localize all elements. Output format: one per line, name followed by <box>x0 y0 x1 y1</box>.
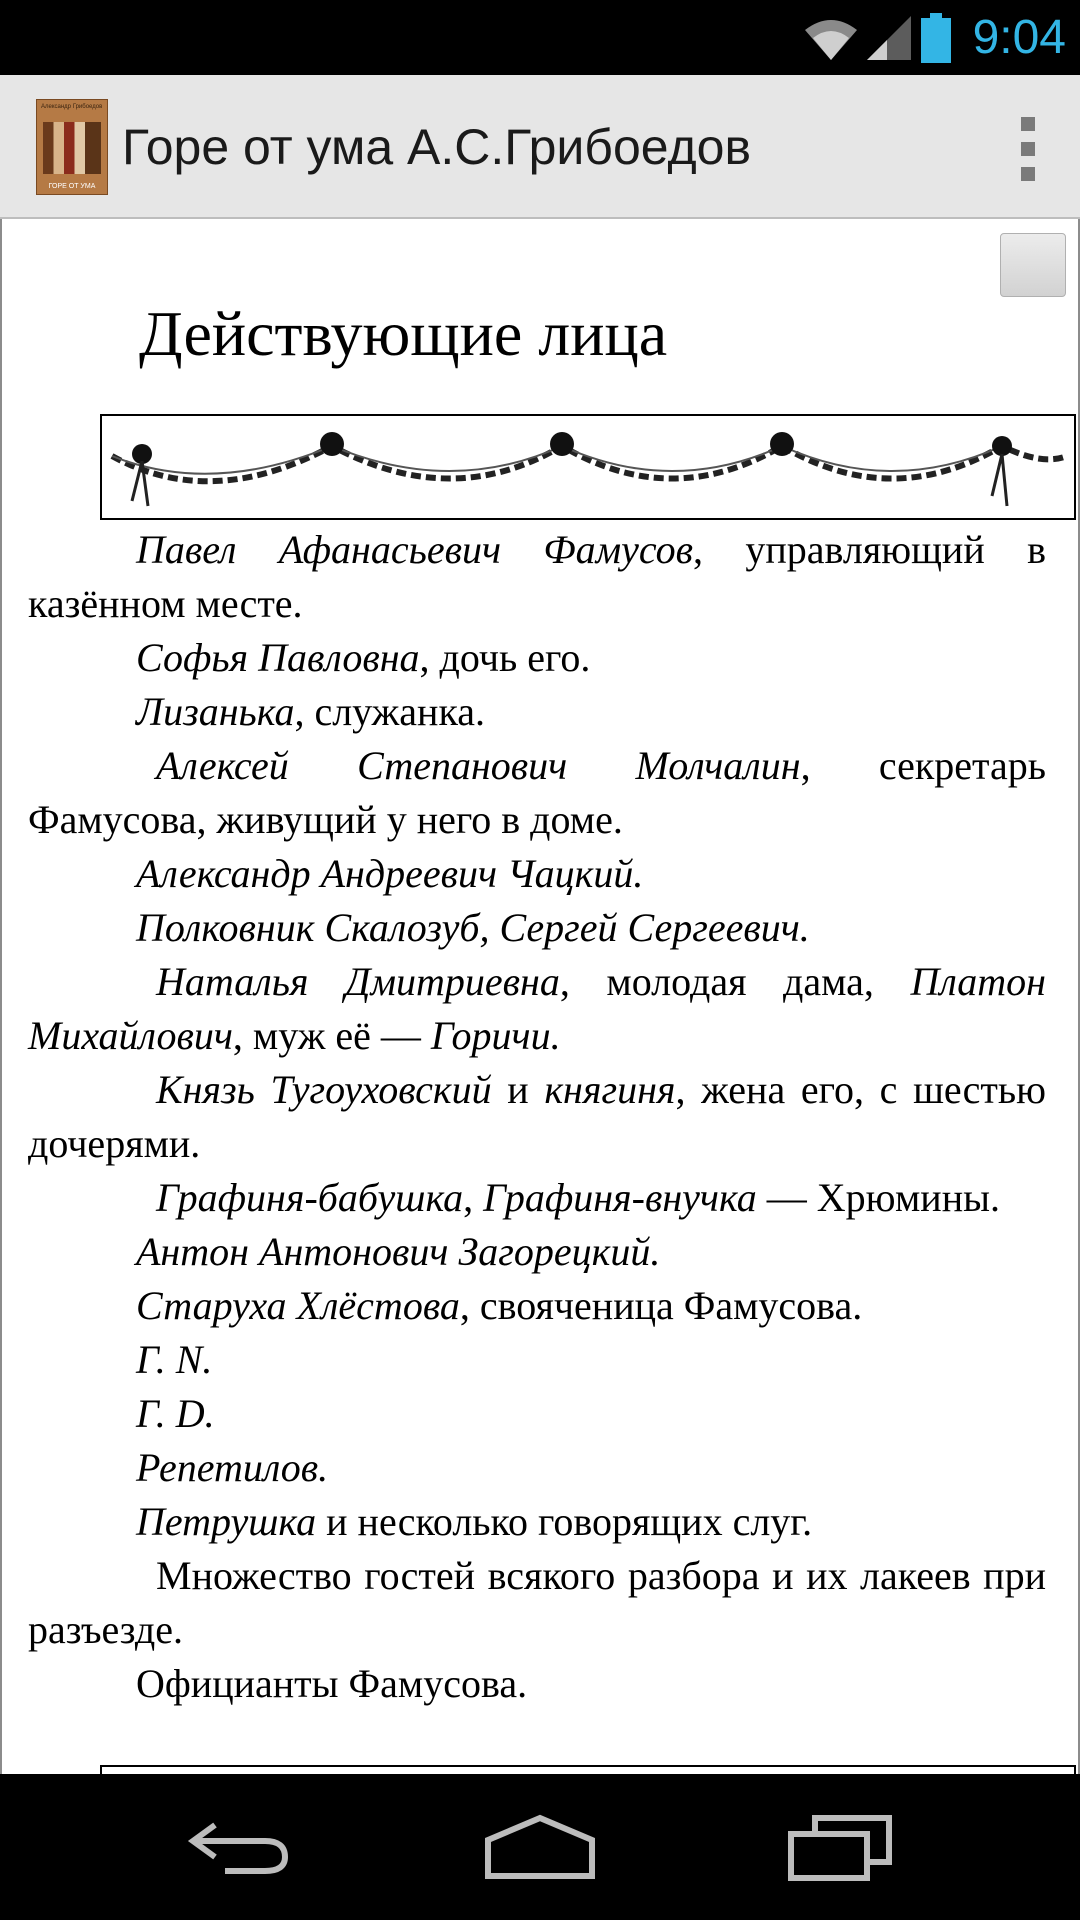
app-icon[interactable] <box>36 99 108 195</box>
cast-entry: Князь Тугоуховский и княгиня, жена его, с шестью дочерями. <box>28 1067 1046 1166</box>
garland-icon <box>102 416 1074 518</box>
cast-entry: Софья Павловна, дочь его. <box>136 635 591 680</box>
home-icon <box>480 1812 600 1882</box>
cast-entry: Репетилов. <box>136 1445 329 1490</box>
ornament-garland <box>100 414 1076 520</box>
battery-icon <box>921 13 951 63</box>
cast-entry: Множество гостей всякого разбора и их лакеев при разъезде. <box>28 1553 1046 1652</box>
cast-entry: Алексей Степанович Молчалин, секретарь Фамусова, живущий у него в доме. <box>28 743 1046 842</box>
recents-icon <box>785 1812 895 1882</box>
status-bar <box>0 0 1080 75</box>
app-icon-illustration <box>43 122 101 174</box>
chapter-heading: Действующие лица <box>139 298 668 369</box>
reader-content[interactable] <box>0 219 1080 1774</box>
cast-entry: Полковник Скалозуб, Сергей Сергеевич. <box>136 905 810 950</box>
app-title: Горе от ума А.С.Грибоедов <box>122 119 752 175</box>
back-button[interactable] <box>150 1774 330 1920</box>
ornament-frame-next <box>100 1765 1076 1774</box>
menu-dot <box>1021 142 1035 156</box>
wifi-icon <box>805 16 857 60</box>
cast-entry: Антон Антонович Загорецкий. <box>136 1229 661 1274</box>
cast-entry: Старуха Хлёстова, свояченица Фамусова. <box>136 1283 863 1328</box>
cast-entry: Александр Андреевич Чацкий. <box>136 851 644 896</box>
signal-icon <box>867 16 911 60</box>
cast-entry: Графиня-бабушка, Графиня-внучка — Хрюмины. <box>156 1175 1000 1220</box>
cast-entry: Г. N. <box>136 1337 213 1382</box>
cast-entry: Г. D. <box>136 1391 215 1436</box>
cast-entry: Петрушка и несколько говорящих слуг. <box>136 1499 813 1544</box>
overflow-menu-icon[interactable] <box>1016 117 1040 181</box>
back-icon <box>185 1817 295 1877</box>
app-icon-book-title: ГОРЕ ОТ УМА <box>48 183 96 190</box>
cast-entry: Павел Афанасьевич Фамусов, управляющий в казённом месте. <box>28 527 1047 626</box>
cast-list <box>28 523 1046 1711</box>
action-bar <box>0 75 1080 219</box>
recents-button[interactable] <box>750 1774 930 1920</box>
home-button[interactable] <box>450 1774 630 1920</box>
app-icon-author: Александр Грибоедов <box>41 104 103 110</box>
cast-entry: Лизанька, служанка. <box>136 689 486 734</box>
cast-entry: Официанты Фамусова. <box>136 1661 528 1706</box>
corner-button[interactable] <box>1000 233 1066 297</box>
cast-entry: Наталья Дмитриевна, молодая дама, Платон Михайлович, муж её — Горичи. <box>28 959 1046 1058</box>
navigation-bar <box>0 1774 1080 1920</box>
clock: 9:04 <box>972 11 1066 64</box>
status-icons <box>805 0 1066 75</box>
menu-dot <box>1021 117 1035 131</box>
menu-dot <box>1021 167 1035 181</box>
